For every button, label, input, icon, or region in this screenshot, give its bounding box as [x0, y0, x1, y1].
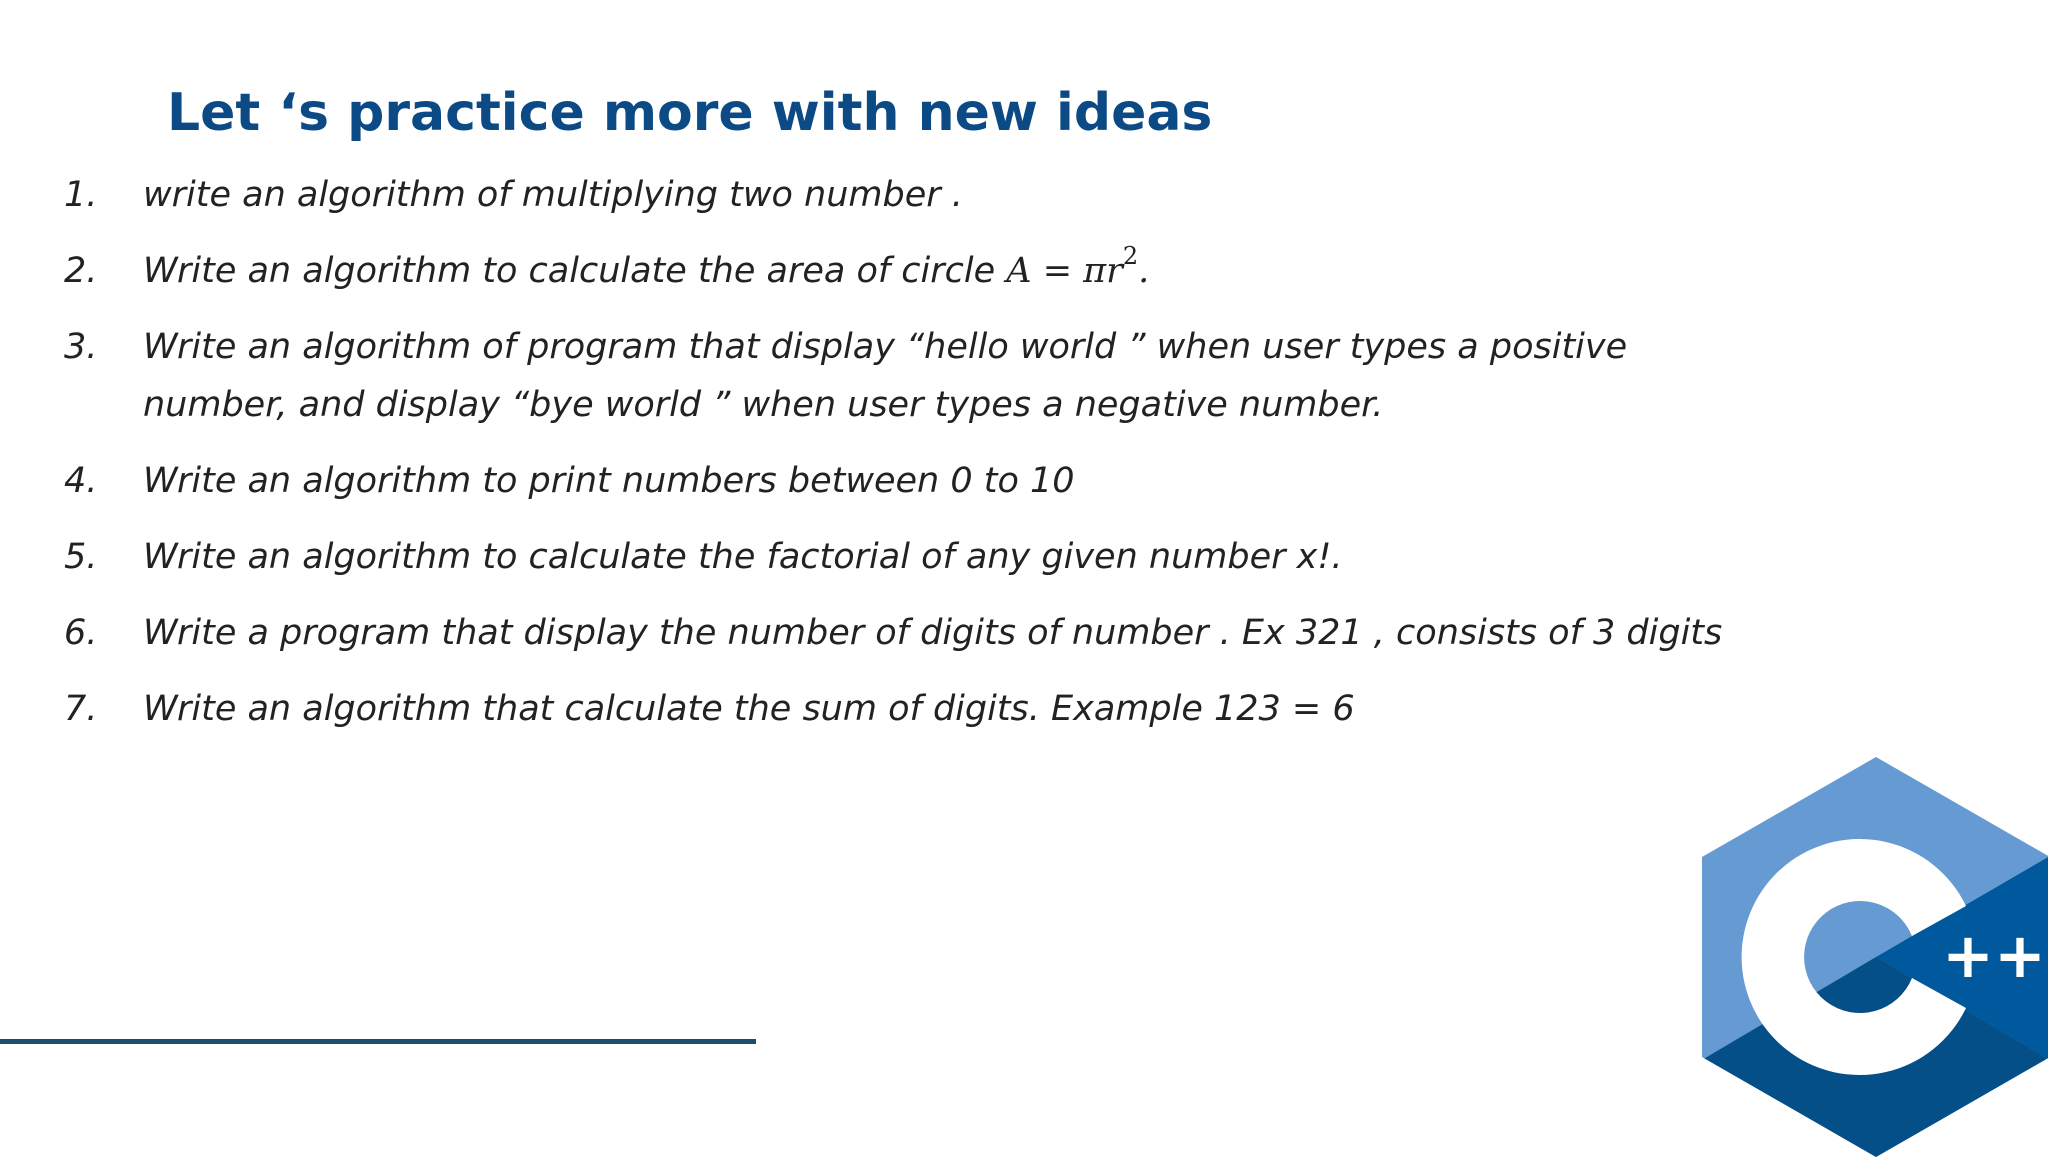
- formula-lhs: A: [1006, 251, 1032, 291]
- formula-equals: =: [1031, 251, 1084, 291]
- task-text: Write an algorithm to calculate the factorial of any given number x!.: [143, 537, 1343, 577]
- task-text: Write an algorithm of program that display “hello world ” when user types a positive number, and display “bye world ” when user types a negative number.: [143, 327, 1628, 425]
- area-formula: [1006, 242, 1150, 291]
- formula-tail: .: [1138, 251, 1150, 291]
- task-number: 7.: [64, 689, 98, 729]
- task-number: 6.: [64, 613, 98, 653]
- task-number: 5.: [64, 537, 98, 577]
- slide-title: Let ‘s practice more with new ideas: [167, 83, 1213, 143]
- task-text: Write a program that display the number of digits of number . Ex 321 , consists of 3 digits: [143, 613, 1723, 653]
- task-text: Write an algorithm to calculate the area of circle: [143, 251, 1007, 291]
- task-number: 3.: [64, 327, 98, 367]
- task-number: 1.: [64, 175, 98, 215]
- task-text: write an algorithm of multiplying two number .: [143, 175, 963, 215]
- logo-plus-plus: ++: [1942, 919, 2046, 992]
- task-number: 4.: [64, 461, 98, 501]
- task-text: Write an algorithm that calculate the sum of digits. Example 123 = 6: [143, 689, 1355, 729]
- task-number: 2.: [64, 251, 98, 291]
- footer-divider: [0, 1039, 756, 1044]
- task-text: Write an algorithm to print numbers between 0 to 10: [143, 461, 1075, 501]
- formula-rhs: πr: [1083, 251, 1123, 291]
- formula-exponent: 2: [1122, 242, 1139, 270]
- task-text-with-formula: [143, 242, 1673, 300]
- cpp-logo: [1690, 752, 2048, 1162]
